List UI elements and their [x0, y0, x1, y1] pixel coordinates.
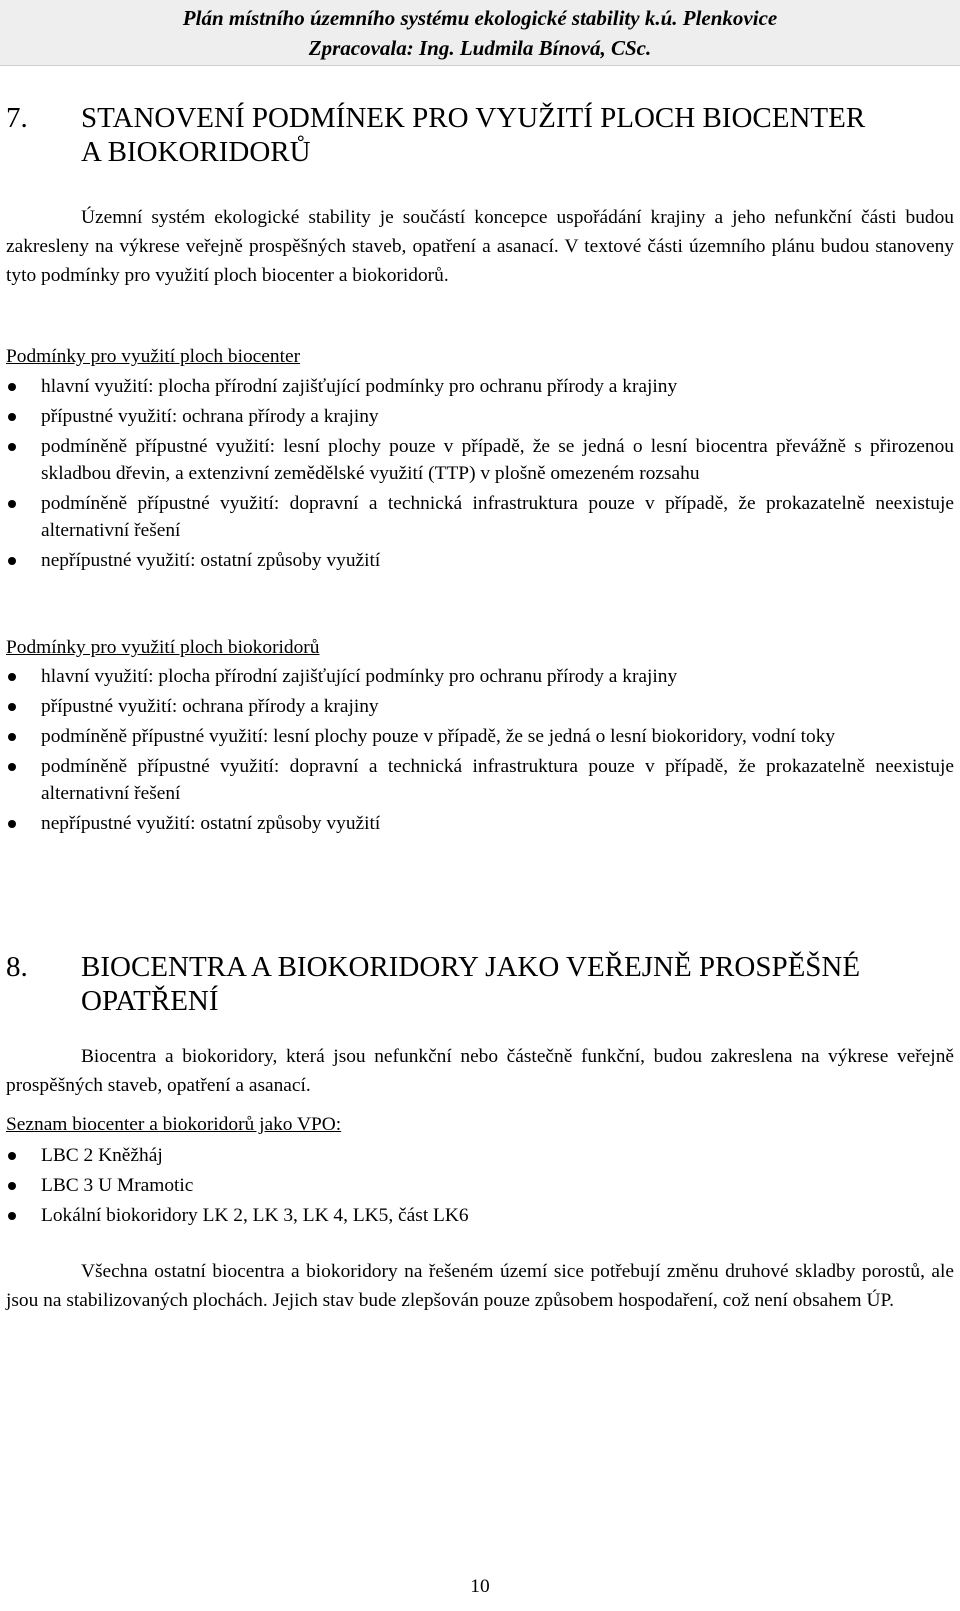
section-8-closing-paragraph: [6, 1257, 954, 1315]
section-8-intro-paragraph: [6, 1042, 954, 1100]
list-item: přípustné využití: ochrana přírody a krajiny: [6, 403, 954, 430]
biocenter-heading: Podmínky pro využití ploch biocenter: [6, 346, 301, 367]
vpo-list: [6, 1142, 954, 1232]
list-item: Lokální biokoridory LK 2, LK 3, LK 4, LK5, část LK6: [6, 1202, 954, 1229]
list-item: LBC 3 U Mramotic: [6, 1172, 954, 1199]
header-title: Plán místního územního systému ekologické stability k.ú. Plenkovice: [182, 6, 778, 30]
section-7-intro-text: Územní systém ekologické stability je součástí koncepce uspořádání krajiny a jeho nefunkční části budou zakresleny na výkrese veřejně prospěšných staveb, opatření a asanací. V textové části územního plánu budou stanoveny tyto podmínky pro využití ploch biocenter a biokoridorů.: [6, 207, 954, 286]
list-item: podmíněně přípustné využití: dopravní a technická infrastruktura pouze v případě, že prokazatelně neexistuje alternativní řešení: [6, 490, 954, 544]
biocenter-list: [6, 373, 954, 577]
section-8-intro-text: Biocentra a biokoridory, která jsou nefunkční nebo částečně funkční, budou zakreslena na výkrese veřejně prospěšných staveb, opatření a asanací.: [6, 1046, 954, 1096]
list-item: nepřípustné využití: ostatní způsoby využití: [6, 547, 954, 574]
list-item: podmíněně přípustné využití: lesní plochy pouze v případě, že se jedná o lesní biokoridory, vodní toky: [6, 723, 954, 750]
document-header: [0, 0, 960, 66]
page-number: 10: [470, 1576, 490, 1597]
section-8-number: 8.: [6, 951, 28, 983]
list-item: podmíněně přípustné využití: dopravní a technická infrastruktura pouze v případě, že prokazatelně neexistuje alternativní řešení: [6, 753, 954, 807]
list-item: nepřípustné využití: ostatní způsoby využití: [6, 810, 954, 837]
list-item: LBC 2 Kněžháj: [6, 1142, 954, 1169]
vpo-list-heading: Seznam biocenter a biokoridorů jako VPO:: [6, 1114, 342, 1135]
section-7-intro-paragraph: [6, 203, 954, 290]
list-item: hlavní využití: plocha přírodní zajišťující podmínky pro ochranu přírody a krajiny: [6, 373, 954, 400]
biokoridor-list: [6, 663, 954, 840]
biokoridor-heading: Podmínky pro využití ploch biokoridorů: [6, 637, 320, 658]
list-item: hlavní využití: plocha přírodní zajišťující podmínky pro ochranu přírody a krajiny: [6, 663, 954, 690]
section-7-title-line2: A BIOKORIDORŮ: [81, 136, 311, 168]
section-8-title-line2: OPATŘENÍ: [81, 985, 219, 1017]
section-7-title-line1: STANOVENÍ PODMÍNEK PRO VYUŽITÍ PLOCH BIOCENTER: [81, 102, 866, 134]
section-7-number: 7.: [6, 102, 28, 134]
list-item: podmíněně přípustné využití: lesní plochy pouze v případě, že se jedná o lesní biocentra převážně s přirozenou skladbou dřevin, a extenzivní zemědělské využití (TTP) v plošně omezeném rozsahu: [6, 433, 954, 487]
section-8-closing-text: Všechna ostatní biocentra a biokoridory na řešeném území sice potřebují změnu druhové skladby porostů, ale jsou na stabilizovaných plochách. Jejich stav bude zlepšován pouze způsobem hospodaření, což není obsahem ÚP.: [6, 1261, 954, 1311]
list-item: přípustné využití: ochrana přírody a krajiny: [6, 693, 954, 720]
section-8-title-line1: BIOCENTRA A BIOKORIDORY JAKO VEŘEJNĚ PROSPĚŠNÉ: [81, 951, 861, 983]
header-author: Zpracovala: Ing. Ludmila Bínová, CSc.: [308, 36, 652, 60]
